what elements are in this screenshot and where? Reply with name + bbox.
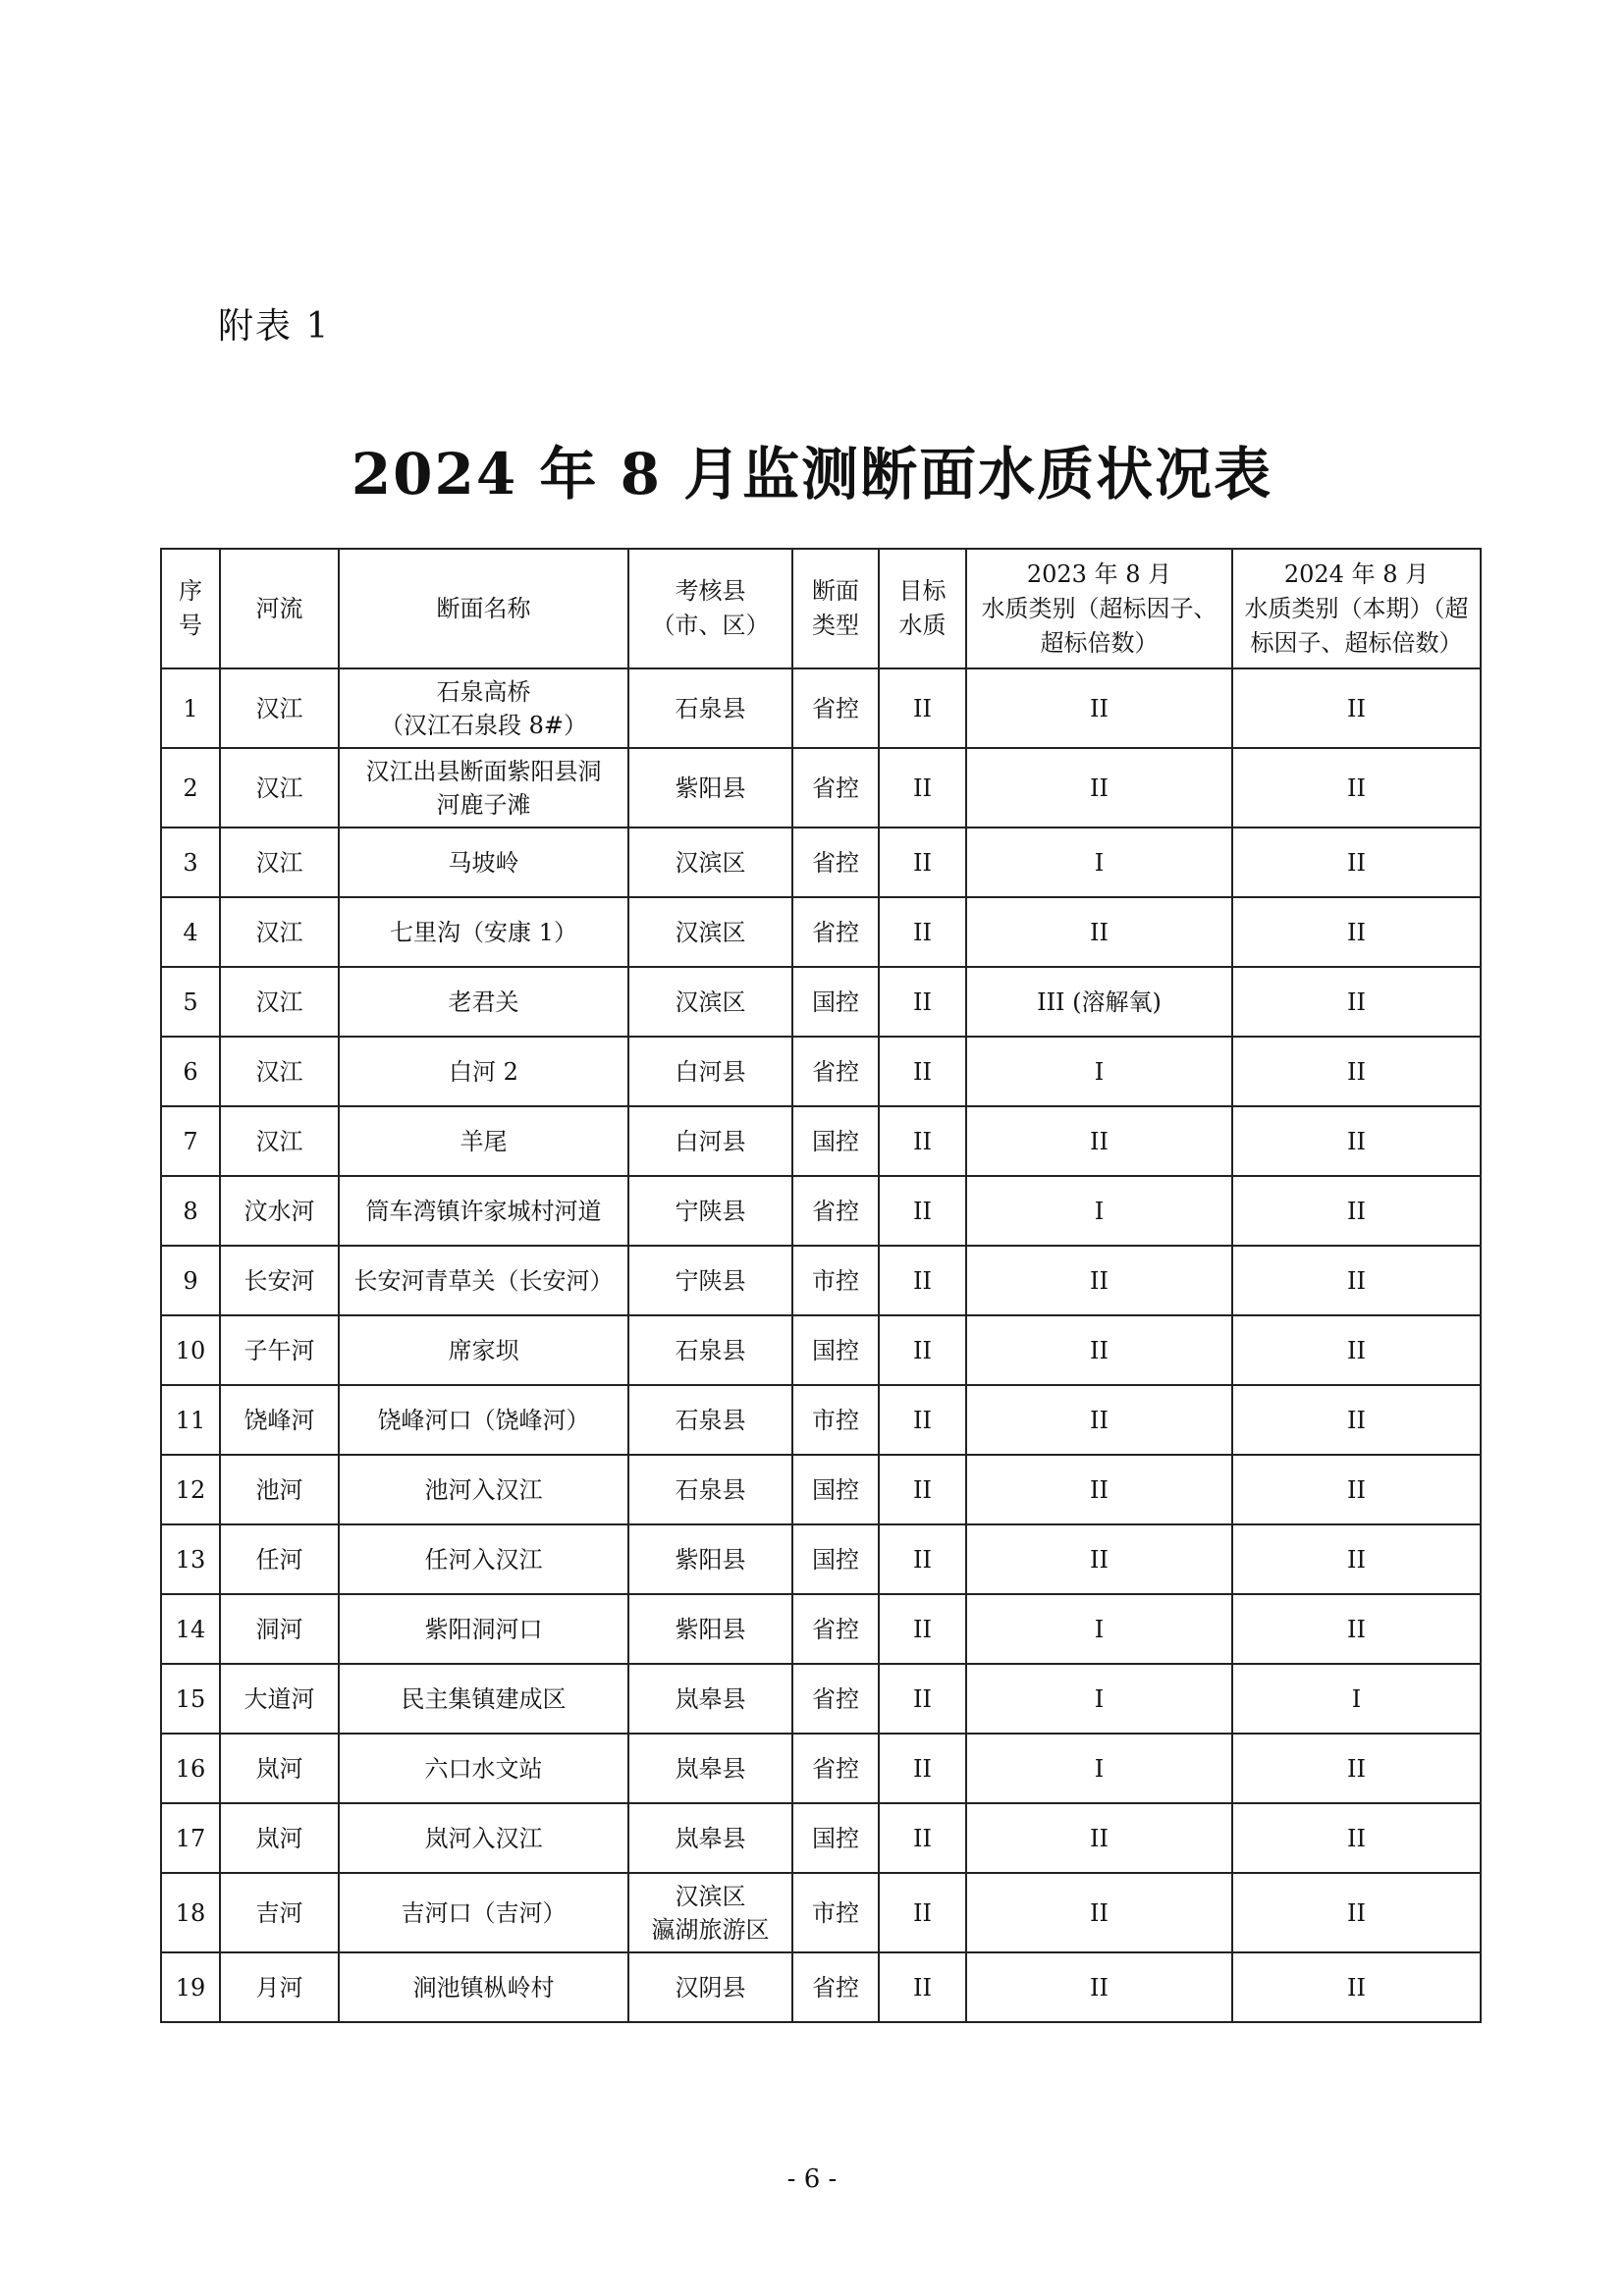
cell-county: 紫阳县 [628, 748, 792, 828]
appendix-label: 附表 1 [218, 306, 331, 347]
cell-seq: 9 [161, 1246, 220, 1315]
cell-section: 紫阳洞河口 [339, 1594, 628, 1664]
cell-county: 汉滨区 [628, 967, 792, 1037]
cell-river: 月河 [220, 1952, 339, 2022]
cell-curr: II [1232, 668, 1481, 748]
cell-river: 吉河 [220, 1873, 339, 1952]
table-row [161, 1664, 1481, 1734]
cell-prev: II [966, 668, 1232, 748]
cell-county: 宁陕县 [628, 1246, 792, 1315]
cell-type: 省控 [792, 1037, 879, 1106]
table-row [161, 1734, 1481, 1803]
cell-section: 筒车湾镇许家城村河道 [339, 1176, 628, 1246]
cell-seq: 3 [161, 828, 220, 897]
cell-seq: 13 [161, 1524, 220, 1594]
cell-seq: 8 [161, 1176, 220, 1246]
cell-target: II [879, 1385, 966, 1455]
cell-county: 汉阴县 [628, 1952, 792, 2022]
cell-curr: II [1232, 748, 1481, 828]
water-quality-table [160, 548, 1482, 2023]
cell-curr: II [1232, 1594, 1481, 1664]
cell-curr: II [1232, 1246, 1481, 1315]
cell-county: 石泉县 [628, 1455, 792, 1524]
cell-river: 汉江 [220, 1037, 339, 1106]
cell-type: 市控 [792, 1873, 879, 1952]
cell-seq: 7 [161, 1106, 220, 1176]
cell-type: 国控 [792, 1315, 879, 1385]
cell-curr: II [1232, 967, 1481, 1037]
cell-target: II [879, 1734, 966, 1803]
cell-curr: II [1232, 1803, 1481, 1873]
header-prev: 2023 年 8 月 水质类别（超标因子、 超标倍数） [966, 549, 1232, 668]
cell-target: II [879, 748, 966, 828]
cell-type: 省控 [792, 897, 879, 967]
cell-type: 国控 [792, 1803, 879, 1873]
table-row [161, 828, 1481, 897]
cell-section: 老君关 [339, 967, 628, 1037]
header-section: 断面名称 [339, 549, 628, 668]
cell-target: II [879, 897, 966, 967]
page-title: 2024 年 8 月监测断面水质状况表 [351, 441, 1273, 507]
cell-section: 白河 2 [339, 1037, 628, 1106]
cell-type: 市控 [792, 1385, 879, 1455]
cell-curr: II [1232, 1106, 1481, 1176]
cell-target: II [879, 1803, 966, 1873]
cell-type: 省控 [792, 1734, 879, 1803]
cell-type: 省控 [792, 1594, 879, 1664]
header-seq: 序 号 [161, 549, 220, 668]
cell-type: 省控 [792, 1664, 879, 1734]
page-number: - 6 - [786, 2164, 838, 2194]
cell-type: 省控 [792, 748, 879, 828]
cell-curr: II [1232, 1315, 1481, 1385]
cell-county: 紫阳县 [628, 1594, 792, 1664]
cell-type: 市控 [792, 1246, 879, 1315]
cell-river: 大道河 [220, 1664, 339, 1734]
cell-type: 国控 [792, 1106, 879, 1176]
cell-county: 宁陕县 [628, 1176, 792, 1246]
cell-section: 七里沟（安康 1） [339, 897, 628, 967]
table-row [161, 1246, 1481, 1315]
cell-curr: II [1232, 1385, 1481, 1455]
table-row [161, 1524, 1481, 1594]
cell-curr: II [1232, 897, 1481, 967]
cell-river: 岚河 [220, 1803, 339, 1873]
cell-section: 长安河青草关（长安河） [339, 1246, 628, 1315]
cell-river: 汉江 [220, 828, 339, 897]
cell-prev: II [966, 1106, 1232, 1176]
table-header-row [161, 549, 1481, 668]
cell-river: 岚河 [220, 1734, 339, 1803]
cell-prev: II [966, 1803, 1232, 1873]
cell-section: 石泉高桥 （汉江石泉段 8#） [339, 668, 628, 748]
cell-target: II [879, 1524, 966, 1594]
table-row [161, 967, 1481, 1037]
cell-seq: 5 [161, 967, 220, 1037]
cell-type: 省控 [792, 1952, 879, 2022]
cell-prev: II [966, 897, 1232, 967]
cell-seq: 19 [161, 1952, 220, 2022]
cell-prev: I [966, 1037, 1232, 1106]
cell-curr: II [1232, 1455, 1481, 1524]
cell-prev: II [966, 748, 1232, 828]
cell-curr: II [1232, 1176, 1481, 1246]
cell-river: 池河 [220, 1455, 339, 1524]
cell-county: 石泉县 [628, 1385, 792, 1455]
table-row [161, 748, 1481, 828]
cell-river: 汉江 [220, 1106, 339, 1176]
cell-prev: I [966, 828, 1232, 897]
cell-curr: I [1232, 1664, 1481, 1734]
cell-prev: I [966, 1734, 1232, 1803]
header-target: 目标 水质 [879, 549, 966, 668]
cell-county: 汉滨区 [628, 897, 792, 967]
cell-section: 席家坝 [339, 1315, 628, 1385]
table-row [161, 1803, 1481, 1873]
table-row [161, 897, 1481, 967]
cell-prev: III (溶解氧) [966, 967, 1232, 1037]
cell-prev: I [966, 1664, 1232, 1734]
cell-prev: II [966, 1455, 1232, 1524]
cell-river: 汉江 [220, 668, 339, 748]
cell-type: 国控 [792, 1524, 879, 1594]
cell-type: 省控 [792, 828, 879, 897]
cell-section: 任河入汉江 [339, 1524, 628, 1594]
cell-river: 汉江 [220, 897, 339, 967]
cell-prev: I [966, 1594, 1232, 1664]
cell-type: 国控 [792, 1455, 879, 1524]
cell-seq: 14 [161, 1594, 220, 1664]
header-type: 断面 类型 [792, 549, 879, 668]
cell-type: 国控 [792, 967, 879, 1037]
cell-target: II [879, 1106, 966, 1176]
cell-river: 汉江 [220, 967, 339, 1037]
cell-seq: 17 [161, 1803, 220, 1873]
cell-river: 任河 [220, 1524, 339, 1594]
cell-target: II [879, 828, 966, 897]
cell-county: 石泉县 [628, 1315, 792, 1385]
table-row [161, 1594, 1481, 1664]
table-row [161, 1385, 1481, 1455]
cell-section: 六口水文站 [339, 1734, 628, 1803]
cell-prev: II [966, 1952, 1232, 2022]
cell-section: 汉江出县断面紫阳县洞 河鹿子滩 [339, 748, 628, 828]
cell-river: 汶水河 [220, 1176, 339, 1246]
cell-county: 白河县 [628, 1037, 792, 1106]
cell-seq: 6 [161, 1037, 220, 1106]
header-curr: 2024 年 8 月 水质类别（本期）（超 标因子、超标倍数） [1232, 549, 1481, 668]
cell-seq: 15 [161, 1664, 220, 1734]
cell-target: II [879, 1037, 966, 1106]
cell-curr: II [1232, 1952, 1481, 2022]
cell-target: II [879, 1594, 966, 1664]
table-row [161, 1037, 1481, 1106]
cell-prev: II [966, 1524, 1232, 1594]
cell-prev: II [966, 1873, 1232, 1952]
cell-curr: II [1232, 828, 1481, 897]
table-row [161, 1106, 1481, 1176]
cell-county: 岚皋县 [628, 1664, 792, 1734]
table-row [161, 1952, 1481, 2022]
cell-section: 马坡岭 [339, 828, 628, 897]
table-row [161, 1455, 1481, 1524]
cell-county: 汉滨区 瀛湖旅游区 [628, 1873, 792, 1952]
cell-river: 洞河 [220, 1594, 339, 1664]
header-county: 考核县 （市、区） [628, 549, 792, 668]
cell-type: 省控 [792, 668, 879, 748]
header-river: 河流 [220, 549, 339, 668]
cell-curr: II [1232, 1524, 1481, 1594]
cell-section: 民主集镇建成区 [339, 1664, 628, 1734]
table-row [161, 668, 1481, 748]
cell-target: II [879, 1873, 966, 1952]
cell-section: 池河入汉江 [339, 1455, 628, 1524]
cell-curr: II [1232, 1734, 1481, 1803]
cell-river: 汉江 [220, 748, 339, 828]
cell-target: II [879, 967, 966, 1037]
cell-target: II [879, 1952, 966, 2022]
table-body [161, 668, 1481, 2022]
cell-target: II [879, 1246, 966, 1315]
table-row [161, 1176, 1481, 1246]
cell-river: 长安河 [220, 1246, 339, 1315]
cell-seq: 10 [161, 1315, 220, 1385]
cell-curr: II [1232, 1037, 1481, 1106]
cell-target: II [879, 1664, 966, 1734]
cell-county: 紫阳县 [628, 1524, 792, 1594]
cell-section: 吉河口（吉河） [339, 1873, 628, 1952]
cell-seq: 18 [161, 1873, 220, 1952]
cell-section: 羊尾 [339, 1106, 628, 1176]
cell-seq: 12 [161, 1455, 220, 1524]
cell-county: 白河县 [628, 1106, 792, 1176]
cell-section: 岚河入汉江 [339, 1803, 628, 1873]
cell-seq: 16 [161, 1734, 220, 1803]
cell-seq: 4 [161, 897, 220, 967]
cell-prev: II [966, 1246, 1232, 1315]
cell-target: II [879, 1176, 966, 1246]
cell-prev: II [966, 1385, 1232, 1455]
cell-target: II [879, 1455, 966, 1524]
cell-county: 岚皋县 [628, 1734, 792, 1803]
cell-target: II [879, 668, 966, 748]
table-row [161, 1873, 1481, 1952]
cell-river: 子午河 [220, 1315, 339, 1385]
cell-seq: 11 [161, 1385, 220, 1455]
cell-section: 涧池镇枞岭村 [339, 1952, 628, 2022]
cell-county: 岚皋县 [628, 1803, 792, 1873]
cell-river: 饶峰河 [220, 1385, 339, 1455]
cell-seq: 1 [161, 668, 220, 748]
cell-seq: 2 [161, 748, 220, 828]
cell-prev: I [966, 1176, 1232, 1246]
cell-target: II [879, 1315, 966, 1385]
cell-county: 汉滨区 [628, 828, 792, 897]
cell-section: 饶峰河口（饶峰河） [339, 1385, 628, 1455]
cell-curr: II [1232, 1873, 1481, 1952]
cell-prev: II [966, 1315, 1232, 1385]
cell-type: 省控 [792, 1176, 879, 1246]
cell-county: 石泉县 [628, 668, 792, 748]
table-row [161, 1315, 1481, 1385]
